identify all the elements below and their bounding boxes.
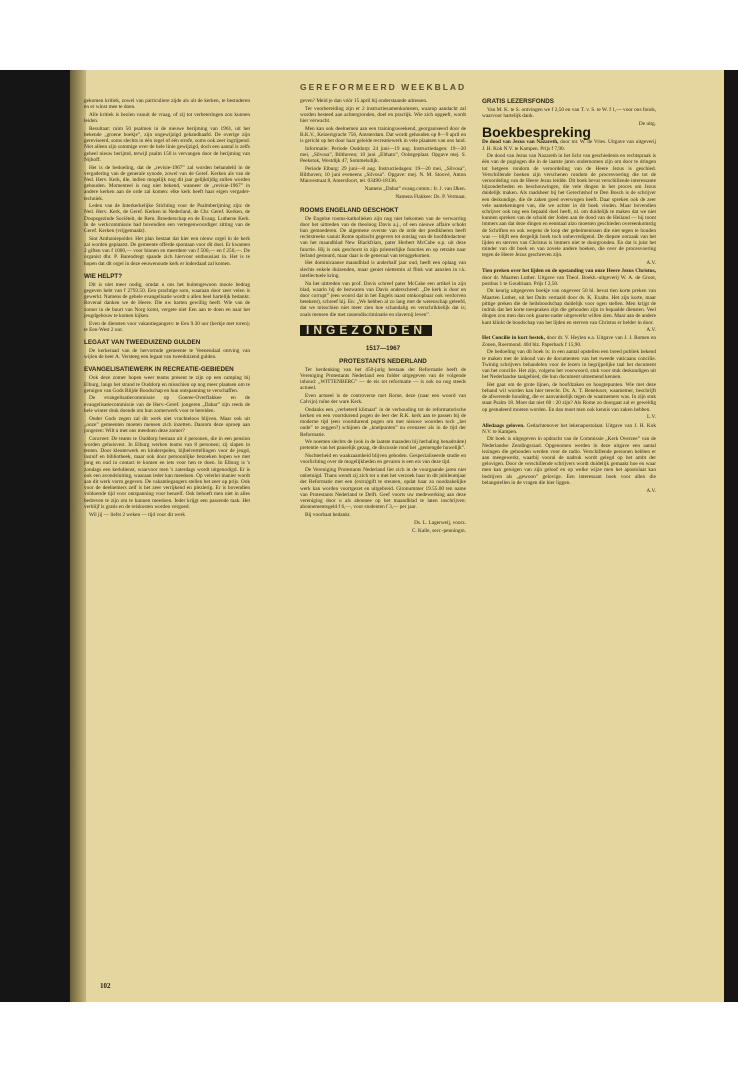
signature: A.V. xyxy=(646,327,656,334)
book-meta: Gedachtenover het lekenapostolaat. Uitgave van J. H. Kok N.V. te Kampen. xyxy=(482,422,656,435)
paragraph: Even de diensten voor vakantiegangers: te Een 9.30 uur (kerkje met toren); te Een-West 2 uur. xyxy=(84,320,250,333)
book-title: Alledaags geloven. xyxy=(482,422,525,429)
column-left xyxy=(84,98,250,978)
paragraph: Wil jij — liefst 2 weken — tijd voor dit werk xyxy=(89,511,185,518)
section-heading-boekbespreking: Boekbespreking xyxy=(482,124,591,141)
paragraph: Het dominicaanse maandblad is anderhalf jaar oud, heeft een oplaag van slechts enkele duizenden, maar geniet niettemin al flink wat aanzien in r.k. intellectuele kring. xyxy=(300,260,466,279)
signature: Namens Flakkee: Ds. P. Vermaat. xyxy=(395,194,466,201)
paragraph: gekomen kritiek, zowel van particuliere zijde als uit de kerken, te bestuderen en er winst mee te doen. xyxy=(84,98,250,111)
paragraph: Dit is niet meer nodig, omdat u ons het buitengewoon mooie bedrag gegeven hebt van f 2793.50. Een prachtige som, waaraan door zeer velen is gewerkt. Namens de gehele evangelisatie wordt u allen heel hartelijk bedankt. Bovenal danken we de Heere. Die uw harten gewillig heeft. Wie van de zomer in de buurt van Norg komt, vergete niet Een aan te doen en naar het jeugdgebouw te komen kijken. xyxy=(84,281,250,319)
paragraph: Leden van de Interkerkelijke Stichting voor de Psalmberijming zijn: de Ned. Herv. Kerk, de Geref. Kerken in Nederland, de Chr. Geref. Kerken, de Doopsgezinde Sociëteit, de Rem. Broederschap en de Evang. Lutherse Kerk. In de werkcommissie had bovendien een vertegenwoordiger zitting van de Geref. Kerken (vrijgemaakt). xyxy=(84,203,250,235)
paragraph: Sint Anthoniepolder. Het plan bestaat dat hier een nieuw orgel in de kerk zal worden geplaatst. De gemeente offerde spontaan voor dit doel. Er kwamen 2 giften van f 1000,— voor binnen en meerdere van f 500,— en f 250,—. De organist dhr. P. Barendregt spande zich hiervoor enthousiast in. Het is te hopen dat dit orgel in deze eeuwenoude kerk er inderdaad zal komen. xyxy=(84,235,250,267)
section-heading: WIE HELPT? xyxy=(84,272,123,280)
book-meta: door mr. W. de Vries. Uitgave van uitgeverij J. H. Kok N.V. te Kampen. Prijs f 7,90. xyxy=(482,139,656,152)
section-heading: EVANGELISATIEWERK IN RECREATIE-GEBIEDEN xyxy=(84,366,234,374)
paragraph: Men kan ook deelnemen aan een trainingsweekend, georganiseerd door de B.K.V., Keizersgracht 756, Amsterdam. Dat wordt gehouden op 8—9 april en is gericht op het door haar geleide recreatiewerk in vele plaatsen van ons land. xyxy=(300,125,466,145)
paragraph: Dit keurig uitgegeven boekje van ongeveer 50 bl. bevat tien korte preken van Maarten Luther, uit het Duits vertaald door ds. K. Exalto. Het zijn korte, maar pittige preken die de heilsboodschap duidelijk voor ogen stellen. Men krijgt de indruk dat het korte toespraken zijn die gehouden zijn in bepaalde diensten. Veel dingen zou men dan ook gaarne nader uitgewerkt willen zien. Maar aan de andere kant klinkt de boodschap van het lijden en sterven van Christus er helder in door. xyxy=(482,288,656,326)
paragraph: Periode Elburg: 29 juni—8 aug. Instructiedagen: 19—20 mei, „Silvosa”, Bilthoven; 10 juni eveneens „Silvosa”. Opgave: mej. N. M. Stoové, Anton Mauvestraat 8, Amersfoort, tel. 03490-18136. xyxy=(300,166,466,185)
paragraph: Na het uittreden van prof. Davis schreef pater McCabe een artikel in zijn blad, waarin hij de bezwaren van Davis onderschreef: „De kerk is door en door corrupt” (een woord dat in het Engels naast omkoopbaar ook verdorven betekent), schreef hij. En: „We hebben al zo lang met de wetenschap geleefd, dat we misschien niet meer zien hoe schandalig en verschrikkelijk dat is; zoals mensen die met rassendiscriminatie en slavernij leven”. xyxy=(300,280,466,318)
book-title: Tien preken over het lijden en de opstanding van onze Heere Jezus Christus, xyxy=(482,268,656,275)
paragraph: De kerkeraad van de hervormde gemeente te Veenendaal ontving van wijlen de heer A. Versteeg een legaat van tweeduizend gulden. xyxy=(84,347,250,361)
paragraph: De Vereniging Protestants Nederland liet zich in de voorgaande jaren niet onbetuigd. Thans wendt zij zich tot u met het verzoek haar in dit jubileumjaar der Reformatie met een (extra)gift te steunen, opdat haar zo noodzakelijke werk kan worden voortgezet en uitgebreid. Gironummer 19.55.00 ten name van Protestants Nederland te Delft. Geef voorts uw medewerking aan deze vereniging door u als abonnee op het maandblad te laten inschrijven: abonnementsgeld f 6,—, voor studenten f 3,— per jaar. xyxy=(300,467,466,511)
paragraph: Het gaat om de grote lijnen, de hoofdzaken en hoogtepunten. Wie met deze behand wil worden kan hier terecht. Ds. A. T. Beneluxer, waarnemer, beschrijft de afwerende houding, die er aanvankelijk tegen de waarnemers was. In zijn stuk staat Psalm 18. Moet dat niet 68 : 20 zijn? Als Rome zo doorgaat zal er geweldig op gestudeerd moeten worden. En dan moet men ook kennis van zaken hebben. xyxy=(482,381,656,413)
paragraph: Alle kritiek is bezien vanuit de vraag, of zij tot verbeteringen zou kunnen leiden. xyxy=(84,111,250,125)
paragraph: De Engelse rooms-katholieken zijn nog niet bekomen van de verwarring door het uittreden van de theoloog Davis a.j., of een nieuwe affaire schokt hun gemoederen. De algemene overste van de orde der predikheren heeft rechtstreeks vanuit Rome opdracht gegeven tot ontslag van de hoofdredacteur van het maandblad New Blackfriars, pater Herbert McCabe o.p. uit deze functie. Hij is ook geschorst in zijn priesterlijke functies en op retraite naar Ierland gestuurd, maar daar is de generaal van teruggekomen. xyxy=(300,215,466,259)
paragraph: Bij voorbaat bedankt. xyxy=(305,511,351,518)
section-heading: GRATIS LEZERSFONDS xyxy=(482,98,554,105)
paragraph: Ter voorbereiding zijn er 2 instructiesamenkomsten, waarop aandacht zal worden besteed aan achtergronden, doel en practijk. Wie zich opgeeft, wordt hier verwacht. xyxy=(300,105,466,125)
book-entry-heading xyxy=(482,423,656,435)
paragraph: We noemen slechts de (ook in de laatste maanden bij herhaling benadrukte) pretentie van het pauselijk gezag, de discussie rond het „gemengde huwelijk”. xyxy=(300,439,466,452)
scan-border-right xyxy=(724,70,738,1002)
paragraph: Ondanks een „verbeterd klimaat” in de verhouding tot de reformatorische kerken en een voortdurend pogen de leer der R.K. kerk aan te passen bij de moderne tijd (een voortdurend pogen om met nieuwe woorden toch „het oude” te zeggen?) schijnen de „knelpunten” nu evenzeer als in de tijd der Reformatie. xyxy=(300,406,466,438)
paragraph: Van M. K. te S. ontvingen we f 2,50 en van T. v. S. te W. f 1,— voor ons fonds, waarvoor hartelijk dank. xyxy=(482,107,656,120)
book-meta: door dr. V. Heylen e.a. Uitgave van J. J. Romen en Zonen, Roermond. 404 blz. Paperback f 15,90. xyxy=(482,335,656,348)
book-entry-heading xyxy=(482,268,656,287)
newspaper-page xyxy=(70,70,724,1002)
signature: Namens „Dabar” evang.comm.: Ir. J. van IJken. xyxy=(364,186,466,193)
paragraph: Onder Gods zegen zal dit werk niet vruchteloos blijven. Maar ook uit „onze” gemeenten moeten mensen zich inzetten. Daarom deze oproep aan jongeren: Wilt u met ons meedoen deze zomer? xyxy=(84,415,250,434)
article-subheading: 1517—1967 xyxy=(365,344,401,352)
signature: A.V. xyxy=(646,260,656,267)
section-heading: LEGAAT VAN TWEEDUIZEND GULDEN xyxy=(84,338,201,346)
paragraph: De bedoeling van dit boek is: in een aantal opstellen een breed publiek bekend te maken met de inhoud van de documenten van het tweede vaticaans concilie. Twintig schrijvers behandelen voor de lezers in begrijpelijke taal het document van het concilie. Het zijn, volgens het voorwoord, stuk voor stuk deskundigen uit het Nederlandse taalgebied, die hun document uitnemend kennen. xyxy=(482,349,656,381)
paragraph: Ook deze zomer hopen weer teams present te zijn op een camping bij Elburg, langs het strand te Ouddorp en misschien op nog meer plaatsen om te getuigen van Gods Blijde Boodschap en hun ontspanning te verschaffen. xyxy=(84,375,250,394)
section-heading: ROOMS ENGELAND GESCHOKT xyxy=(300,206,399,214)
paragraph: geven? Meld je dan vóór 15 april bij onderstaande adressen. xyxy=(300,98,428,104)
book-entry-heading xyxy=(482,335,656,347)
book-meta: door dr. Maarten Luther. Uitgave van Theol. Boekh.-uitgeverij W. A. de Groot, postbus 1 te Goudriaan. Prijs f 2,50. xyxy=(482,274,656,287)
signature: A.V. xyxy=(646,487,656,494)
paragraph: Het is de bedoeling, dat de „revisie-1967” zal worden behandeld in de vergadering van de generale synode, zowel van de Geref. Kerken als van de Ned. Herv. Kerk, die, indien mogelijk nog dit jaar gelijktijdig zullen worden gehouden. Momenteel is nog niet bekend, wanneer de „revisie-1967” in andere kerken aan de orde zal komen: elke kerk heeft haar eigen vergader-techniek. xyxy=(84,164,250,202)
scan-border-left xyxy=(0,70,70,1002)
book-entry-heading xyxy=(482,139,656,151)
paragraph: Dit boek is uitgegeven in opdracht van de Commissie „Kerk Overzee” van de Nederlandse Zendingsraad. Opgenomen werden in deze uitgave een aantal lezingen die gehouden werden voor de radio. Verschillende personen hebben er aan meegewerkt, waarbij vooral de nadruk wordt gelegd op het ambt der gelovigen. Door de verschillende schrijvers wordt duidelijk gemaakt hoe en waar men kan getuigen van zijn geloof en op welke wijze men het apostolaat kan bedrijven als „gewoon” gelovige. Een interessant boek voor allen die belangstellen in de vragen die hier liggen. xyxy=(482,436,656,486)
signature: Ds. L. Lagerweij, voorz. xyxy=(414,519,466,526)
book-title: De dood van Jezus van Nazareth, xyxy=(482,139,559,146)
signature: De uitg. xyxy=(638,120,656,127)
running-header: GEREFORMEERD WEEKBLAD xyxy=(300,82,467,92)
paragraph: Nuchterheid en waakzaamheid blijven geboden. Gespecialiseerde studie en voorlichting over de mogelijkheden en gevaren is een eis van deze tijd. xyxy=(300,453,466,466)
paragraph: Concreet: De teams te Ouddorp bestaan uit 4 personen, die in een pension worden gehuisvest. In Elburg werken teams van 8 personen; zij slapen in tenten. Door kleuterwerk en kinderspelen, bijbelvertellingen voor de jeugd, instuif en bibliotheek, maar ook door persoonlijke bezoeken hopen we met jong en oud in contact te komen en iets voor hen te doen. In Elburg is 's zondags een kerkdienst, waarvoor men 's zaterdags wordt uitgenodigd. Er is ook een avondsluiting, waaraan ieder kan meedoen. Op velerlei manier wordt aan dit werk vorm gegeven. De vakantiegangers stellen het zeer op prijs. Ook voor de deelnemers zelf is het zeer verrijkend en plezierig. Er is bovendien voldoende tijd voor ontspanning voor henzelf. Ook behoeft men niet in alles bedreven te zijn om te kunnen meedoen. Ieder krijgt een passende taak. Het verblijf is gratis en de reiskosten worden vergoed. xyxy=(84,435,250,510)
paragraph: De evangelisatiecommissie op Goeree-Overflakkee en de evangelisatiecommissie van de Herv.-Geref. jongeren „Dabar” zijn reeds de hele winter druk doende om hun zomerwerk voor te bereiden. xyxy=(84,395,250,414)
signature: L.V. xyxy=(646,414,656,421)
paragraph: Even actueel is de controverse met Rome, deze (naar een woord van Calvijn) ruïne der ware Kerk. xyxy=(300,392,466,406)
signature: C. Kalle, secr.-penningm. xyxy=(411,527,466,534)
article-heading: PROTESTANTS NEDERLAND xyxy=(339,357,427,365)
section-banner: INGEZONDEN xyxy=(300,325,432,335)
paragraph: Resultaat: ruim 50 psalmen in de nieuwe berijming van 1961, uit het bekende „groene boekje”, zijn ongewijzigd gehandhaafd. De overige zijn gereviseerd, soms slechts in één regel of één strofe, soms ook zeer ingrijpend. Niet alleen zijn sommige over de hele linie gewijzigd, doch een aantal is zelfs geheel nieuw berijmd, terwijl psalm 150 is vervangen door de berijming van Nijhoff. xyxy=(84,125,250,163)
paragraph: Informatie: Periode Ouddorp: 24 juni—19 aug. Instructiedagen: 19—20 mei, „Silvosa”, Bilthoven; 10 juni „Elthato”, Oolstgeplaat. Opgave mej. S. Peekstok, Westdijk 47, Sommelsdijk. xyxy=(300,145,466,165)
column-right xyxy=(482,98,656,978)
column-middle xyxy=(300,98,466,948)
book-title: Het Concilie in kort bestek, xyxy=(482,335,545,342)
paragraph: De dood van Jezus van Nazareth in het licht van geschiedenis en rechtspraak is één van de pogingen die in de laatste jaren ondernomen zijn om door te dringen tot hetgeen rondom de veroordeling van de Heere Jezus is geschied. Verschillende boeken zijn verschenen rondom de procesvoering die tot de veroordeling van de Heere Jezus leidde. Dit boek bevat verschillende interessante bijzonderheden en beschouwingen, die vele dingen in het proces om Jezus duidelijk maken. Als raadsheer bij het Gerechtshof te Den Bosch is de schrijver een deskundige, die de zaken goed overwogen heeft. Daar spreken ook de zeer vele aantekeningen van, die we achter in dit boek vinden. Maar bovendien schrijver ook nog een bepaald doel heeft, nl. om duidelijk te maken dat we niet kunnen spreken van de schuld der Joden aan de dood van de Heiland — hij toont immers aan dat deze dingen en eenmaal alzo moesten geschieden overeenkomstig de Schriften en ook wegens de loop der geheimenissen die niet tegen te houden was — blijft een dergelijk boek toch onbevredigend. De diepste oorzaak van het lijden en sterven van Christus is immers niet te doorgronden. En dat is juist het minder van dit boek en van zovele andere boeken, die over de procesvoering tegen de Heere Jezus geschreven zijn. xyxy=(482,153,656,259)
paragraph: Ter herdenking van het 450-jarig bestaan der Reformatie heeft de Vereniging Protestants Nederland een folder uitgegeven van de volgende inhoud: „WITTENBERG” — de eis tot reformatie — is ook nu nog steeds actueel. xyxy=(300,366,466,392)
page-number: 102 xyxy=(100,982,111,990)
